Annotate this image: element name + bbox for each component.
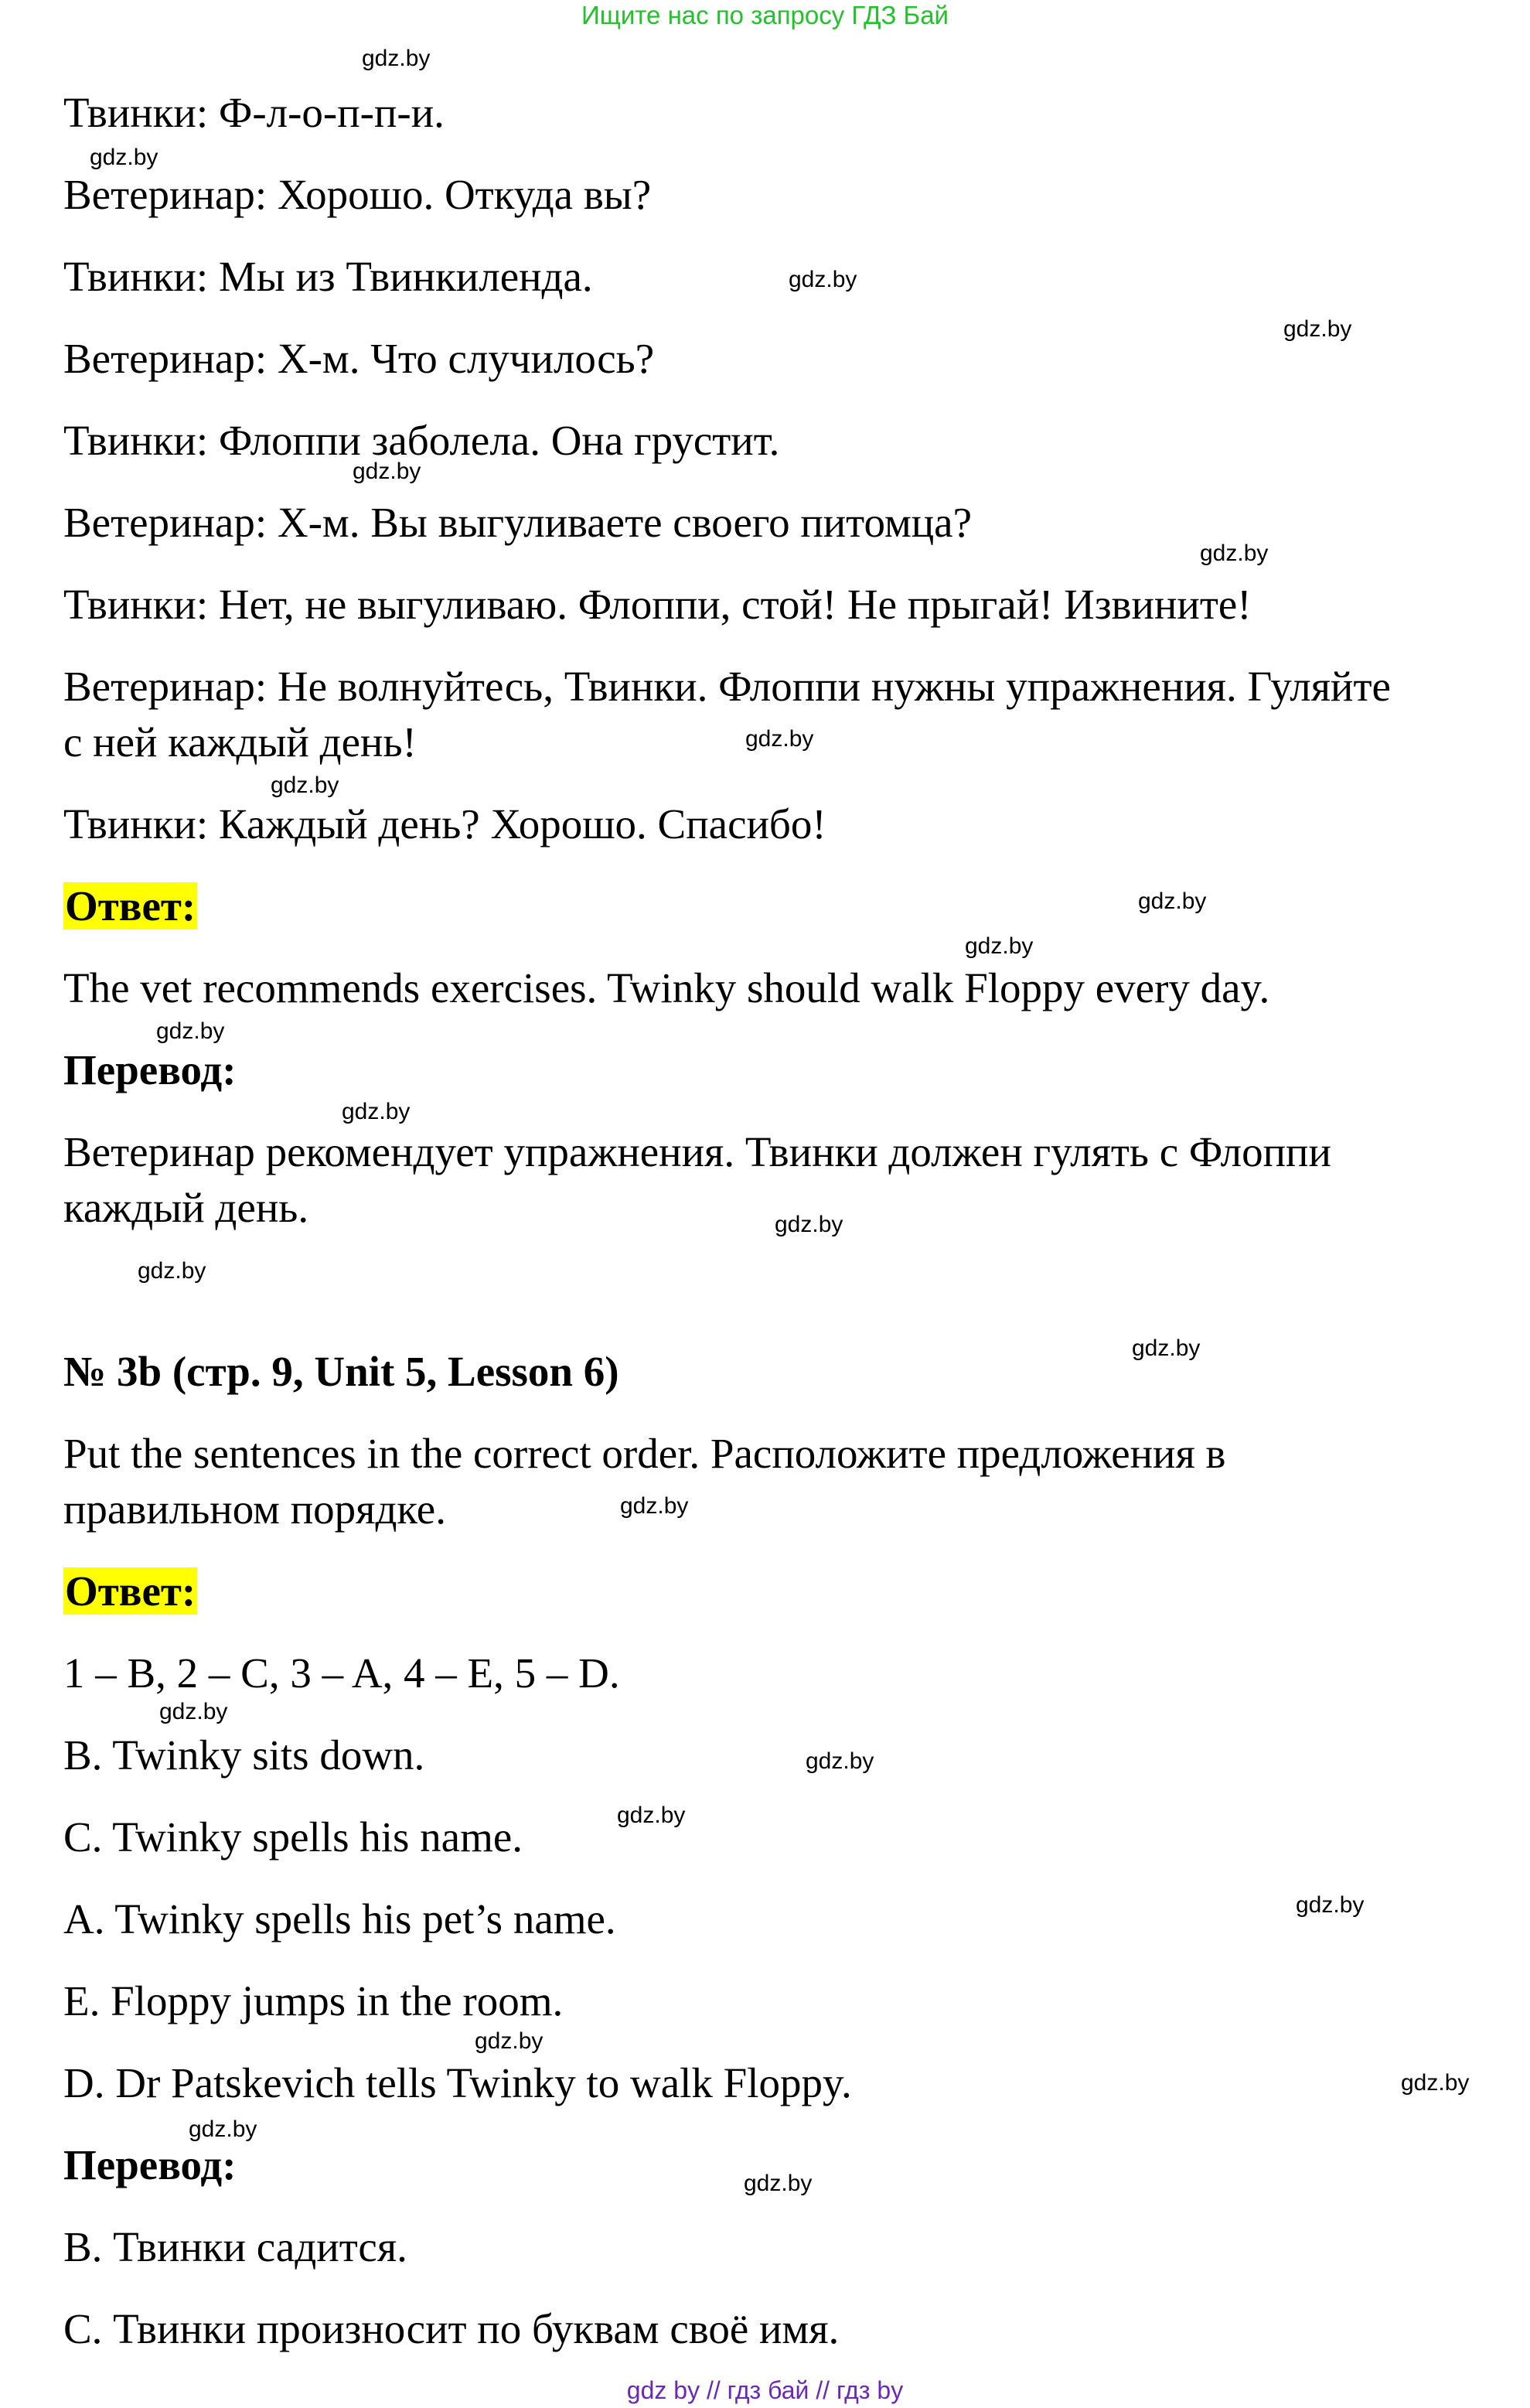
- translation-label: Перевод:: [63, 1046, 237, 1093]
- sentence-line: A. Twinky spells his pet’s name.: [63, 1895, 616, 1942]
- translation-label: Перевод:: [63, 2141, 237, 2188]
- dialogue-line: Ветеринар: Не волнуйтесь, Твинки. Флоппи нужны упражнения. Гуляйте: [63, 663, 1391, 710]
- answer-label: [63, 878, 197, 934]
- answer-order: 1 – B, 2 – C, 3 – A, 4 – E, 5 – D.: [63, 1649, 620, 1697]
- dialogue-line: Твинки: Флоппи заболела. Она грустит.: [63, 417, 780, 464]
- watermark-text: gdz.by: [1283, 316, 1352, 342]
- watermark-text: gdz.by: [745, 726, 814, 752]
- dialogue-line: Ветеринар: Х-м. Вы выгуливаете своего питомца?: [63, 499, 973, 546]
- watermark-text: gdz.by: [806, 1748, 874, 1774]
- translation-line: каждый день.: [63, 1184, 309, 1231]
- watermark-text: gdz.by: [789, 267, 857, 292]
- watermark-text: gdz.by: [159, 1699, 228, 1724]
- watermark-text: gdz.by: [1132, 1335, 1201, 1361]
- watermark-text: gdz.by: [353, 459, 421, 484]
- watermark-text: gdz.by: [362, 46, 431, 71]
- translation-line: C. Твинки произносит по буквам своё имя.: [63, 2305, 840, 2352]
- watermark-text: gdz.by: [617, 1803, 686, 1828]
- answer-label-highlight: Ответ:: [65, 1567, 196, 1615]
- dialogue-line: Ветеринар: Хорошо. Откуда вы?: [63, 171, 652, 218]
- watermark-text: gdz.by: [475, 2028, 544, 2054]
- watermark-text: gdz.by: [342, 1099, 411, 1124]
- watermark-text: gdz.by: [156, 1018, 225, 1044]
- instruction-line: правильном порядке.: [63, 1485, 446, 1533]
- top-banner: Ищите нас по запросу ГДЗ Бай: [581, 1, 949, 29]
- sentence-line: C. Twinky spells his name.: [63, 1813, 523, 1861]
- watermark-text: gdz.by: [90, 145, 158, 170]
- translation-line: B. Твинки садится.: [63, 2223, 407, 2270]
- answer-label-highlight: Ответ:: [65, 882, 196, 929]
- dialogue-line: Твинки: Ф-л-о-п-п-и.: [63, 89, 445, 136]
- watermark-text: gdz.by: [1200, 541, 1269, 566]
- watermark-text: gdz.by: [138, 1258, 206, 1284]
- footer-links: gdz by // гдз бай // гдз by: [626, 2376, 904, 2404]
- dialogue-line: Твинки: Каждый день? Хорошо. Спасибо!: [63, 800, 826, 848]
- watermark-text: gdz.by: [965, 933, 1034, 959]
- watermark-text: gdz.by: [1296, 1892, 1365, 1918]
- sentence-line: B. Twinky sits down.: [63, 1731, 425, 1779]
- watermark-text: gdz.by: [744, 2171, 813, 2196]
- watermark-text: gdz.by: [620, 1493, 689, 1519]
- dialogue-line: Ветеринар: Х-м. Что случилось?: [63, 335, 655, 382]
- sentence-line: E. Floppy jumps in the room.: [63, 1977, 564, 2024]
- exercise-heading: № 3b (стр. 9, Unit 5, Lesson 6): [63, 1348, 619, 1395]
- watermark-text: gdz.by: [775, 1212, 843, 1237]
- dialogue-line: Твинки: Мы из Твинкиленда.: [63, 253, 593, 300]
- instruction-line: Put the sentences in the correct order. Расположите предложения в: [63, 1430, 1226, 1477]
- watermark-text: gdz.by: [1138, 889, 1207, 914]
- dialogue-line: с ней каждый день!: [63, 718, 417, 766]
- answer-text: The vet recommends exercises. Twinky should walk Floppy every day.: [63, 964, 1270, 1011]
- answer-label: [63, 1564, 197, 1619]
- sentence-line: D. Dr Patskevich tells Twinky to walk Floppy.: [63, 2059, 852, 2106]
- watermark-text: gdz.by: [271, 773, 339, 798]
- dialogue-line: Твинки: Нет, не выгуливаю. Флоппи, стой! Не прыгай! Извините!: [63, 581, 1252, 628]
- watermark-text: gdz.by: [1401, 2070, 1470, 2096]
- translation-line: Ветеринар рекомендует упражнения. Твинки должен гулять с Флоппи: [63, 1128, 1331, 1175]
- watermark-text: gdz.by: [189, 2116, 257, 2142]
